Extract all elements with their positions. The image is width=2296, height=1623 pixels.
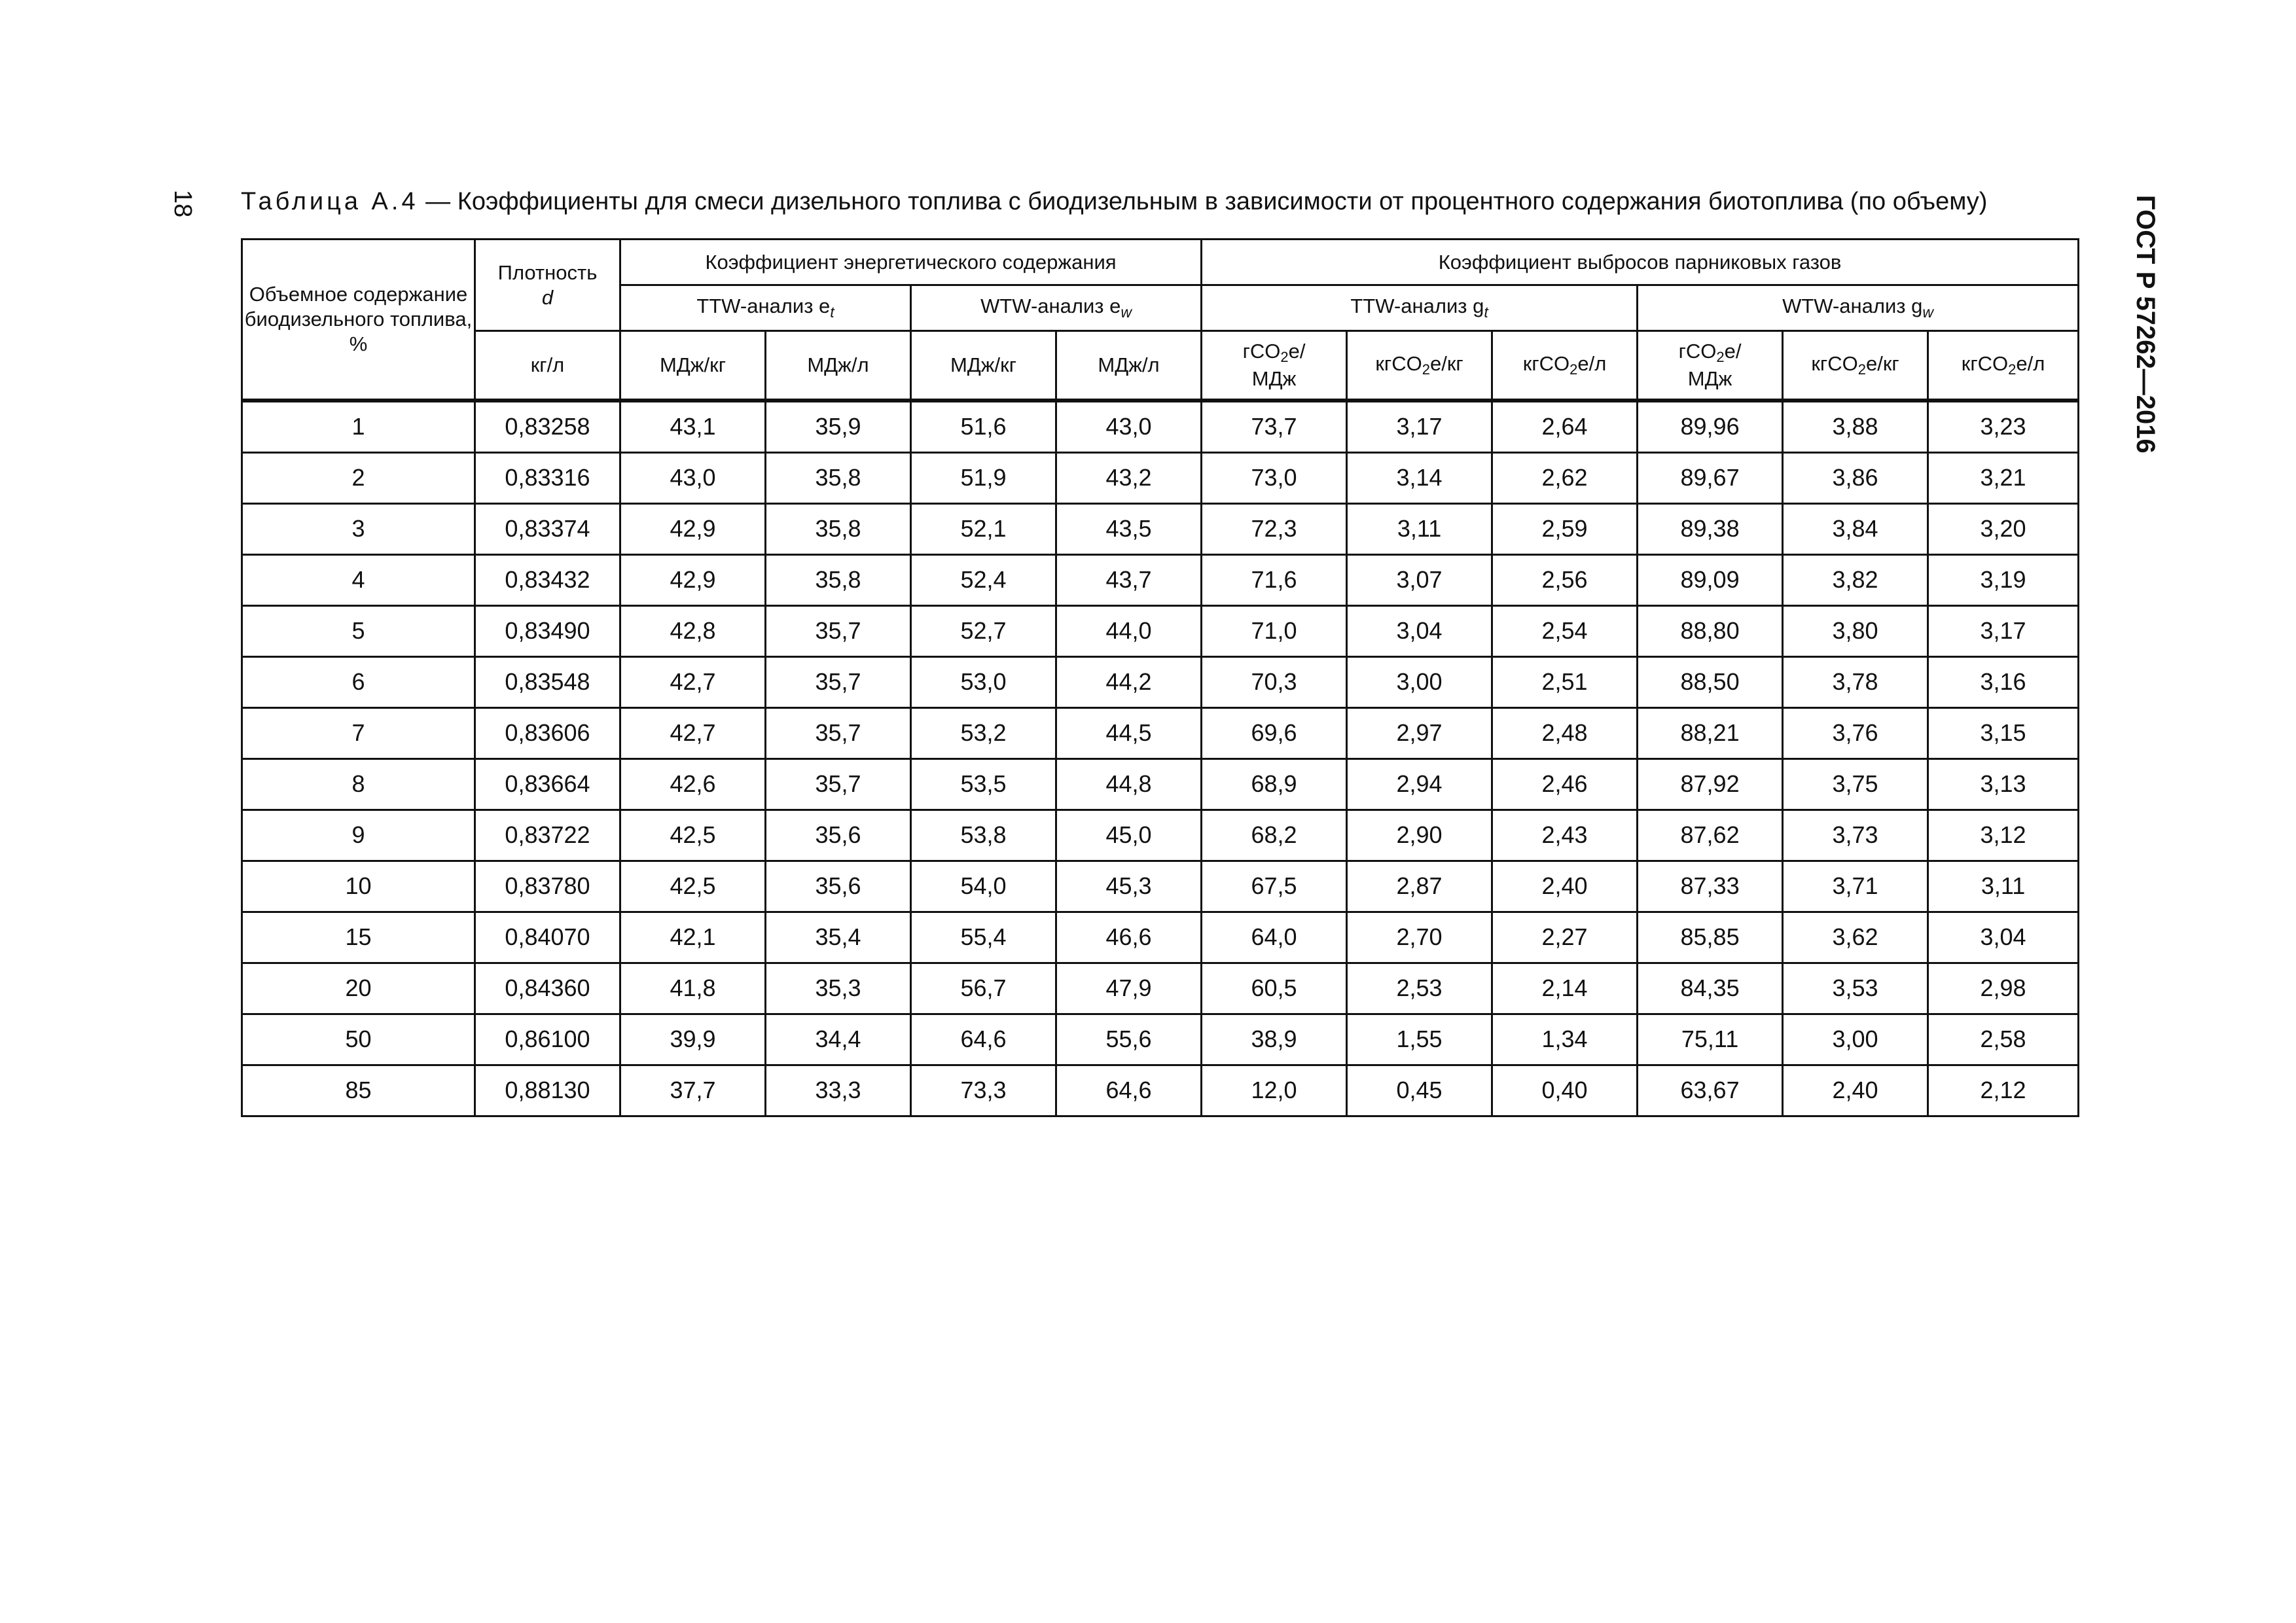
table-cell: 3,04 [1347,605,1492,656]
table-cell: 43,0 [1056,401,1202,453]
table-cell: 1,55 [1347,1014,1492,1065]
table-cell: 35,8 [766,503,911,554]
table-cell: 15 [242,912,475,963]
unit-part: гCO [1242,339,1281,363]
table-cell: 3 [242,503,475,554]
table-cell: 52,4 [911,554,1056,605]
table-cell: 2,27 [1492,912,1638,963]
unit-header-gco2e-mj [1202,331,1347,401]
table-cell: 37,7 [620,1065,766,1116]
unit-subscript: 2 [1570,361,1578,378]
table-cell: 85,85 [1638,912,1783,963]
table-caption-label: Таблица А.4 [241,188,419,215]
table-row [242,452,2079,503]
table-cell: 3,23 [1928,401,2079,453]
unit-header-gco2e-mj [1638,331,1783,401]
table-cell: 44,2 [1056,656,1202,707]
unit-header-kgco2e-kg [1783,331,1928,401]
table-cell: 2,94 [1347,758,1492,810]
table-cell: 87,33 [1638,861,1783,912]
table-row [242,605,2079,656]
table-cell: 47,9 [1056,963,1202,1014]
table-cell: 2,90 [1347,810,1492,861]
table-cell: 50 [242,1014,475,1065]
table-row [242,401,2079,453]
unit-part: гCO [1678,339,1717,363]
table-cell: 35,7 [766,707,911,758]
table-cell: 70,3 [1202,656,1347,707]
unit-mj-kg: МДж/кг [659,353,726,376]
table-cell: 44,5 [1056,707,1202,758]
table-cell: 3,00 [1783,1014,1928,1065]
table-cell: 5 [242,605,475,656]
table-cell: 0,45 [1347,1065,1492,1116]
table-cell: 3,11 [1347,503,1492,554]
table-cell: 3,04 [1928,912,2079,963]
table-cell: 2,48 [1492,707,1638,758]
unit-subscript: 2 [1422,361,1430,378]
table-cell: 84,35 [1638,963,1783,1014]
unit-header-mj-l [1056,331,1202,401]
table-cell: 52,7 [911,605,1056,656]
table-cell: 3,84 [1783,503,1928,554]
table-cell: 0,40 [1492,1065,1638,1116]
table-cell: 64,6 [1056,1065,1202,1116]
table-cell: 35,7 [766,656,911,707]
table-cell: 3,07 [1347,554,1492,605]
table-cell: 3,20 [1928,503,2079,554]
table-row [242,1065,2079,1116]
table-cell: 53,8 [911,810,1056,861]
ttw-energy-prefix: TTW-анализ e [696,294,831,318]
table-cell: 1 [242,401,475,453]
table-cell: 42,9 [620,503,766,554]
table-cell: 3,17 [1928,605,2079,656]
unit-subscript: 2 [1280,348,1289,365]
table-cell: 55,6 [1056,1014,1202,1065]
table-row [242,707,2079,758]
table-cell: 0,83722 [475,810,620,861]
density-unit: кг/л [530,353,565,376]
table-row [242,963,2079,1014]
table-cell: 71,6 [1202,554,1347,605]
unit-part: кгCO [1522,351,1570,375]
table-cell: 2,14 [1492,963,1638,1014]
table-cell: 35,8 [766,452,911,503]
table-cell: 9 [242,810,475,861]
table-row [242,758,2079,810]
table-cell: 2,87 [1347,861,1492,912]
table-cell: 3,16 [1928,656,2079,707]
table-cell: 2,98 [1928,963,2079,1014]
table-cell: 68,2 [1202,810,1347,861]
table-cell: 3,78 [1783,656,1928,707]
table-cell: 89,67 [1638,452,1783,503]
table-cell: 43,0 [620,452,766,503]
table-cell: 3,21 [1928,452,2079,503]
table-cell: 42,5 [620,810,766,861]
table-row [242,656,2079,707]
table-cell: 0,84070 [475,912,620,963]
table-cell: 7 [242,707,475,758]
ttw-emission-prefix: TTW-анализ g [1350,294,1484,318]
table-cell: 60,5 [1202,963,1347,1014]
unit-part: e/ [1288,339,1306,363]
energy-content-group-header [620,240,1202,285]
table-cell: 35,8 [766,554,911,605]
unit-header-kgco2e-kg [1347,331,1492,401]
table-cell: 85 [242,1065,475,1116]
table-cell: 68,9 [1202,758,1347,810]
table-cell: 56,7 [911,963,1056,1014]
table-cell: 88,50 [1638,656,1783,707]
table-cell: 10 [242,861,475,912]
unit-header-kgco2e-l [1492,331,1638,401]
ttw-energy-header [620,285,911,331]
unit-subscript: 2 [2008,361,2017,378]
table-cell: 3,14 [1347,452,1492,503]
ttw-emission-header [1202,285,1638,331]
wtw-energy-subscript: w [1121,304,1132,321]
volume-content-header-text: Объемное содержание биодизельного топлива, % [244,283,473,355]
table-cell: 42,7 [620,707,766,758]
table-cell: 42,7 [620,656,766,707]
table-cell: 0,88130 [475,1065,620,1116]
table-cell: 2,58 [1928,1014,2079,1065]
table-cell: 43,2 [1056,452,1202,503]
table-cell: 0,83490 [475,605,620,656]
table-cell: 35,7 [766,605,911,656]
wtw-emission-prefix: WTW-анализ g [1782,294,1923,318]
table-cell: 2,97 [1347,707,1492,758]
table-cell: 89,09 [1638,554,1783,605]
table-cell: 3,13 [1928,758,2079,810]
table-caption [241,188,1987,216]
table-cell: 87,92 [1638,758,1783,810]
table-cell: 64,6 [911,1014,1056,1065]
table-cell: 71,0 [1202,605,1347,656]
table-cell: 20 [242,963,475,1014]
table-cell: 0,86100 [475,1014,620,1065]
table-cell: 39,9 [620,1014,766,1065]
table-cell: 2,53 [1347,963,1492,1014]
table-cell: 2,56 [1492,554,1638,605]
table-cell: 6 [242,656,475,707]
energy-content-group-text: Коэффициент энергетического содержания [705,250,1117,274]
unit-part: e/кг [1429,351,1463,375]
table-cell: 2,64 [1492,401,1638,453]
table-cell: 2,59 [1492,503,1638,554]
table-row [242,810,2079,861]
table-cell: 69,6 [1202,707,1347,758]
table-cell: 42,5 [620,861,766,912]
table-cell: 0,83258 [475,401,620,453]
table-cell: 75,11 [1638,1014,1783,1065]
unit-part: кгCO [1961,351,2009,375]
table-cell: 53,5 [911,758,1056,810]
table-body [242,401,2079,1116]
emission-group-text: Коэффициент выбросов парниковых газов [1438,250,1842,274]
table-cell: 3,82 [1783,554,1928,605]
table-cell: 3,62 [1783,912,1928,963]
table-cell: 2,40 [1783,1065,1928,1116]
table-cell: 34,4 [766,1014,911,1065]
table-cell: 88,80 [1638,605,1783,656]
table-cell: 35,6 [766,810,911,861]
table-cell: 3,11 [1928,861,2079,912]
wtw-energy-header [911,285,1202,331]
table-cell: 3,00 [1347,656,1492,707]
wtw-emission-header [1638,285,2079,331]
table-cell: 4 [242,554,475,605]
table-cell: 3,53 [1783,963,1928,1014]
unit-part: МДж [1251,366,1297,390]
table-cell: 72,3 [1202,503,1347,554]
unit-subscript: 2 [1857,361,1866,378]
table-cell: 33,3 [766,1065,911,1116]
table-cell: 35,9 [766,401,911,453]
table-cell: 3,75 [1783,758,1928,810]
table-cell: 3,15 [1928,707,2079,758]
table-row [242,861,2079,912]
table-cell: 42,6 [620,758,766,810]
table-cell: 38,9 [1202,1014,1347,1065]
table-cell: 44,0 [1056,605,1202,656]
table-cell: 55,4 [911,912,1056,963]
table-row [242,1014,2079,1065]
table-cell: 41,8 [620,963,766,1014]
table-cell: 43,1 [620,401,766,453]
table-cell: 0,83374 [475,503,620,554]
unit-part: кгCO [1811,351,1858,375]
unit-mj-l: МДж/л [1098,353,1160,376]
unit-mj-kg: МДж/кг [950,353,1017,376]
unit-header-kgco2e-l [1928,331,2079,401]
table-cell: 35,3 [766,963,911,1014]
table-cell: 2,54 [1492,605,1638,656]
unit-header-mj-kg [911,331,1056,401]
table-cell: 35,4 [766,912,911,963]
table-cell: 87,62 [1638,810,1783,861]
density-symbol: d [541,285,554,309]
table-cell: 43,7 [1056,554,1202,605]
density-header [475,240,620,331]
page-number: 18 [169,190,196,218]
table-cell: 0,83664 [475,758,620,810]
coefficients-table [241,238,2079,1117]
table-cell: 54,0 [911,861,1056,912]
density-label: Плотность [497,260,598,284]
table-caption-text: — Коэффициенты для смеси дизельного топлива с биодизельным в зависимости от процентного содержания биотоплива (по объему) [418,188,1988,215]
unit-part: e/ [1724,339,1742,363]
table-cell: 2,46 [1492,758,1638,810]
table-cell: 51,9 [911,452,1056,503]
unit-header-mj-l [766,331,911,401]
table-cell: 89,96 [1638,401,1783,453]
table-cell: 43,5 [1056,503,1202,554]
table-cell: 35,6 [766,861,911,912]
table-cell: 0,83316 [475,452,620,503]
unit-part: e/кг [1865,351,1899,375]
table-cell: 73,0 [1202,452,1347,503]
table-cell: 2,40 [1492,861,1638,912]
table-cell: 42,9 [620,554,766,605]
table-cell: 52,1 [911,503,1056,554]
table-cell: 2,51 [1492,656,1638,707]
table-cell: 0,83606 [475,707,620,758]
table-header [242,240,2079,401]
table-cell: 2,62 [1492,452,1638,503]
table-cell: 0,83780 [475,861,620,912]
table-cell: 2 [242,452,475,503]
table-cell: 88,21 [1638,707,1783,758]
table-cell: 67,5 [1202,861,1347,912]
document-code: ГОСТ Р 57262—2016 [2131,195,2160,454]
table-cell: 51,6 [911,401,1056,453]
table-cell: 42,1 [620,912,766,963]
table-cell: 45,0 [1056,810,1202,861]
density-unit-header [475,331,620,401]
table-cell: 3,73 [1783,810,1928,861]
table-cell: 3,80 [1783,605,1928,656]
table-cell: 2,70 [1347,912,1492,963]
table-cell: 42,8 [620,605,766,656]
unit-mj-l: МДж/л [807,353,869,376]
table-cell: 64,0 [1202,912,1347,963]
table-cell: 2,12 [1928,1065,2079,1116]
table-cell: 0,83432 [475,554,620,605]
unit-part: e/л [1577,351,1607,375]
unit-part: МДж [1687,366,1732,390]
table-cell: 3,71 [1783,861,1928,912]
unit-part: e/л [2016,351,2045,375]
table-cell: 12,0 [1202,1065,1347,1116]
table-cell: 73,7 [1202,401,1347,453]
volume-content-header [242,240,475,401]
table-cell: 0,84360 [475,963,620,1014]
table-cell: 3,76 [1783,707,1928,758]
wtw-energy-prefix: WTW-анализ e [980,294,1121,318]
table-row [242,554,2079,605]
table-cell: 89,38 [1638,503,1783,554]
table-cell: 3,86 [1783,452,1928,503]
table-cell: 3,12 [1928,810,2079,861]
unit-part: кгCO [1375,351,1422,375]
ttw-emission-subscript: t [1484,304,1488,321]
table-cell: 45,3 [1056,861,1202,912]
unit-subscript: 2 [1716,348,1725,365]
table-cell: 8 [242,758,475,810]
table-cell: 3,88 [1783,401,1928,453]
table-cell: 53,0 [911,656,1056,707]
table-cell: 73,3 [911,1065,1056,1116]
emission-group-header [1202,240,2079,285]
table-cell: 46,6 [1056,912,1202,963]
table-cell: 1,34 [1492,1014,1638,1065]
unit-header-mj-kg [620,331,766,401]
table-cell: 0,83548 [475,656,620,707]
table-cell: 2,43 [1492,810,1638,861]
table-cell: 44,8 [1056,758,1202,810]
ttw-energy-subscript: t [830,304,834,321]
table-row [242,503,2079,554]
table-row [242,912,2079,963]
table-cell: 63,67 [1638,1065,1783,1116]
wtw-emission-subscript: w [1922,304,1933,321]
table-cell: 35,7 [766,758,911,810]
table-cell: 53,2 [911,707,1056,758]
table-cell: 3,17 [1347,401,1492,453]
table-cell: 3,19 [1928,554,2079,605]
